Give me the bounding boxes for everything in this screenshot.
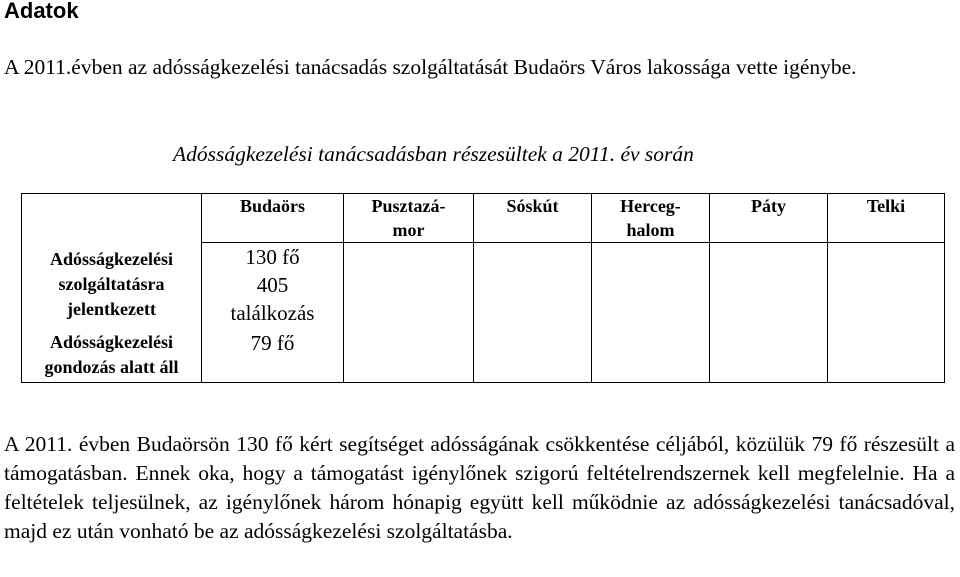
herceghalom-values-cell — [592, 243, 710, 383]
town-header-pusztazamor: Pusztazá- mor — [344, 194, 474, 243]
town-header-herceghalom: Herceg- halom — [592, 194, 710, 243]
town-header-budaors: Budaörs — [202, 194, 344, 243]
row-label-registered: Adósságkezelési szolgáltatásra jelentkezett — [50, 249, 173, 319]
telki-values-cell — [828, 243, 945, 383]
budaors-meetings-count: 405 — [256, 273, 289, 297]
budaors-registered-value: 130 fő — [245, 245, 300, 269]
debt-counseling-table — [21, 193, 945, 383]
summary-text: A 2011. évben Budaörsön 130 fő kért segítséget adósságának csökkentése céljából, közülük 79 fő részesült a támogatásban. Ennek oka, hogy a támogatást igénylőnek szigorú feltételrendszernek kell megfelelnie. Ha a feltételek teljesülnek, az igénylőnek három hónapig együtt kell működnie az adósságkezelési tanácsadóval, majd ez után vonható be az adósságkezelési szolgáltatásba. — [4, 432, 955, 543]
paty-values-cell — [710, 243, 828, 383]
intro-paragraph — [4, 53, 954, 82]
budaors-values-cell — [202, 243, 344, 383]
town-header-paty: Páty — [710, 194, 828, 243]
intro-text: A 2011.évben az adósságkezelési tanácsadás szolgáltatását Budaörs Város lakossága vette igénybe. — [4, 55, 857, 79]
budaors-meetings-label: találkozás — [230, 301, 315, 325]
table-caption: Adósságkezelési tanácsadásban részesültek a 2011. év során — [173, 142, 694, 166]
pusztazamor-values-cell — [344, 243, 474, 383]
row-label-in-care: Adósságkezelési gondozás alatt áll — [44, 332, 179, 377]
row-labels-cell — [22, 194, 202, 383]
soskut-values-cell — [474, 243, 592, 383]
town-header-telki: Telki — [828, 194, 945, 243]
section-heading: Adatok — [4, 0, 79, 23]
budaors-in-care-value: 79 fő — [250, 331, 295, 355]
summary-paragraph — [4, 430, 955, 546]
town-header-soskut: Sóskút — [474, 194, 592, 243]
